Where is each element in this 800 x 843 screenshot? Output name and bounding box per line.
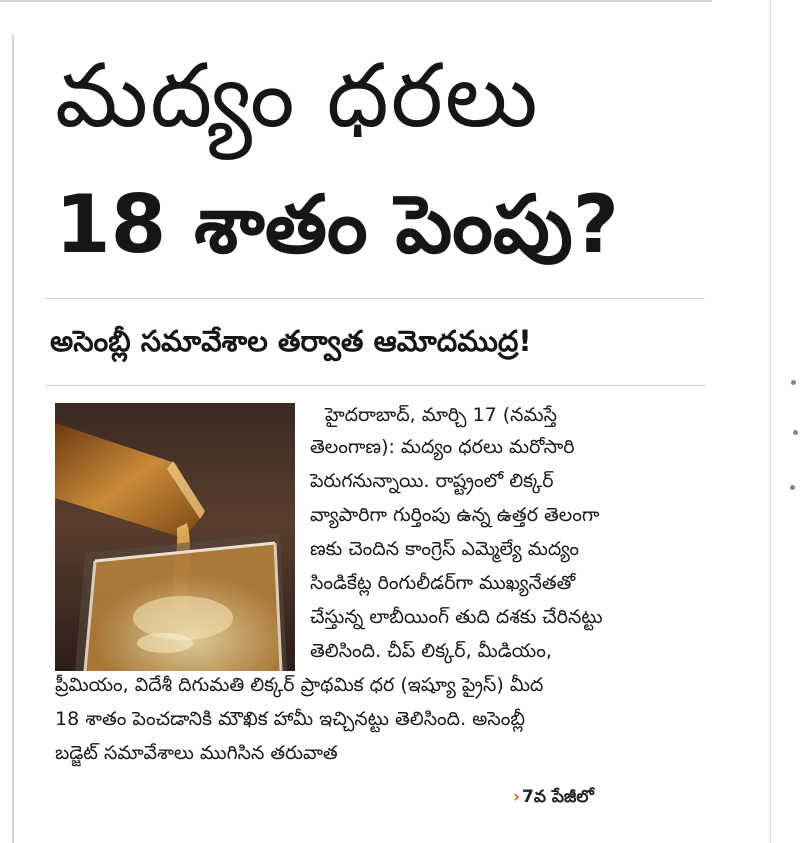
body-line: 18 శాతం పెంచడానికి మౌఖిక హామీ ఇచ్చినట్టు తెలిసింది. అసెంబ్లీ bbox=[55, 708, 525, 730]
column-divider-right bbox=[770, 0, 771, 843]
body-line: ప్రీమియం, విదేశీ దిగుమతి లిక్కర్ ప్రాథమిక ధర (ఇష్యూ ప్రైస్) మీద bbox=[55, 674, 544, 696]
liquor-pour-photo bbox=[55, 403, 295, 671]
adjacent-column-marks bbox=[787, 380, 800, 495]
top-rule bbox=[0, 0, 712, 2]
body-line: చేస్తున్న లాబీయింగ్ తుది దశకు చేరినట్టు bbox=[310, 606, 603, 628]
body-line: బడ్జెట్ సమావేశాలు ముగిసిన తరువాత bbox=[55, 742, 338, 764]
body-line: సిండికేట్ల రింగులీడర్‌గా ముఖ్యనేతతో bbox=[310, 572, 576, 594]
body-line: హైదరాబాద్, మార్చి 17 (నమస్తే bbox=[325, 404, 557, 426]
continued-label: 7వ పేజీలో bbox=[522, 787, 594, 807]
headline-line-2: 18 శాతం పెంపు? bbox=[55, 178, 620, 271]
subheadline: అసెంబ్లీ సమావేశాల తర్వాత ఆమోదముద్ర! bbox=[50, 324, 532, 358]
body-line: తెలిసింది. చీప్ లిక్కర్, మీడియం, bbox=[310, 640, 552, 662]
continued-on-page[interactable] bbox=[513, 782, 594, 812]
body-line: ణకు చెందిన కాంగ్రెస్ ఎమ్మెల్యే మద్యం bbox=[310, 538, 580, 560]
continue-arrow-icon: › bbox=[513, 787, 521, 807]
news-article bbox=[45, 30, 710, 843]
body-line: వ్యాపారిగా గుర్తింపు ఉన్న ఉత్తర తెలంగా bbox=[310, 504, 600, 526]
headline-line-1: మద్యం ధరలు bbox=[55, 44, 540, 147]
body-line: తెలంగాణ): మద్యం ధరలు మరోసారి bbox=[310, 436, 575, 458]
body-line: పెరుగనున్నాయి. రాష్ట్రంలో లిక్కర్ bbox=[310, 470, 554, 492]
column-divider-left bbox=[12, 35, 14, 843]
divider-top bbox=[45, 298, 705, 299]
divider-bottom bbox=[45, 385, 705, 386]
